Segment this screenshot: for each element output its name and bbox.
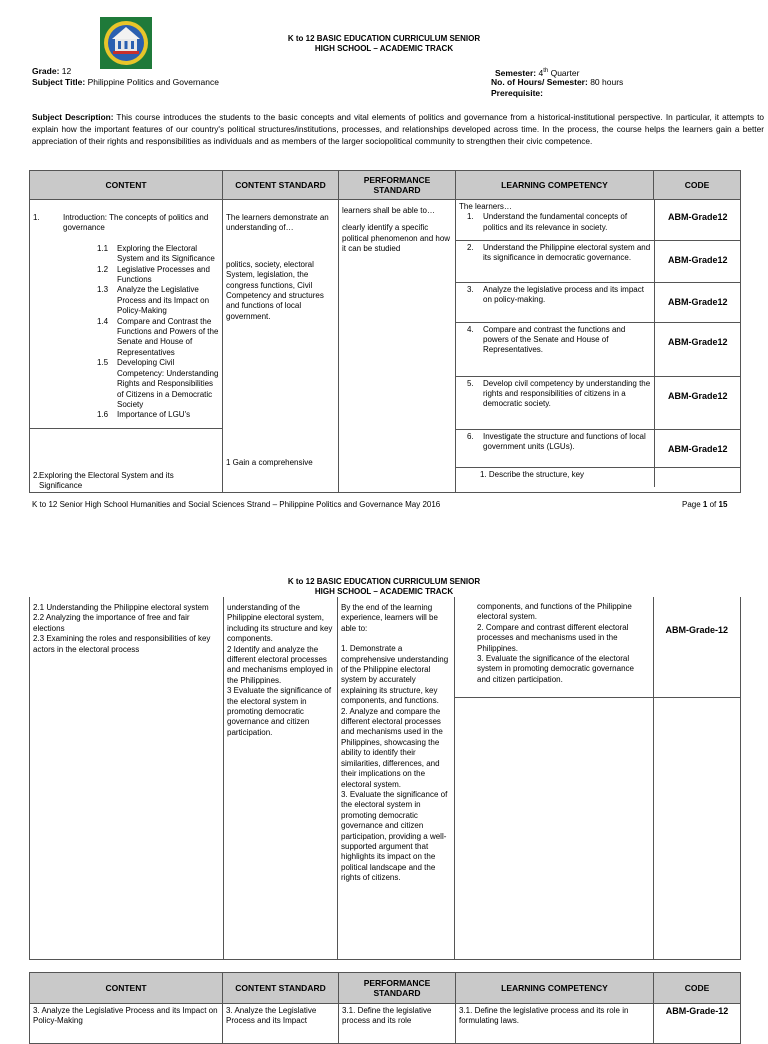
performance-intro: By the end of the learning experience, learners will be able to: [341, 603, 438, 633]
competency-code: ABM-Grade12 [654, 322, 741, 376]
competency-text: 3. Analyze the legislative process and its impact on policy-making. [456, 282, 654, 322]
semester-value: 4th Quarter [538, 67, 580, 78]
content-standard-gain: 1 Gain a comprehensive [226, 458, 313, 468]
competency-cell [456, 200, 741, 493]
header-title-line2: HIGH SCHOOL – ACADEMIC TRACK [314, 44, 454, 53]
row3-standard: 3. Analyze the Legislative Process and its Impact [223, 1004, 339, 1044]
competency-subtable [456, 200, 741, 487]
competency-text: The learners… 1. Understand the fundamental concepts of politics and its relevance in society. [456, 200, 654, 240]
performance-standard-text: clearly identify a specific political phenomenon and how it can be studied [342, 223, 451, 254]
row3-competency: 3.1. Define the legislative process and its role in formulating laws. [456, 1004, 654, 1044]
curriculum-table-page1 [29, 170, 741, 493]
prereq-line [491, 88, 543, 99]
competency-subtable [455, 597, 740, 959]
code-empty [653, 697, 740, 959]
col-header-content-standard: CONTENT STANDARD [223, 973, 339, 1004]
content-item-2: 2. Exploring the Electoral System and its Significance [33, 471, 174, 491]
content-subtopic: 1.4 Compare and Contrast the Functions and Powers of the Senate and House of Representatives [97, 316, 219, 357]
curriculum-table-page2 [29, 597, 741, 960]
competency-cell [455, 597, 741, 960]
competency-intro: The learners… [459, 202, 512, 211]
page2-header-title [0, 577, 768, 597]
competency-text: 4. Compare and contrast the functions and powers of the Senate and House of Representatives. [456, 322, 654, 376]
header-title-line1: K to 12 BASIC EDUCATION CURRICULUM SENIOR [287, 577, 481, 586]
competency-code: ABM-Grade-12 [653, 597, 740, 697]
subject-line [32, 77, 219, 88]
competency-code [654, 467, 741, 487]
competency-text: 5. Develop civil competency by understanding the rights and responsibilities of citizens in a democratic society. [456, 376, 654, 429]
header-title-line1: K to 12 BASIC EDUCATION CURRICULUM SENIOR [287, 34, 481, 43]
row3-content: 3. Analyze the Legislative Process and its Impact on Policy-Making [30, 1004, 223, 1044]
prereq-label: Prerequisite: [491, 88, 543, 98]
content-standard-cell: understanding of the Philippine electoral system, including its structure and key components. 2 Identify and analyze the different electoral processes and mechanisms employed in the Philippines. 3 Evaluate the significance of the electoral system in promoting democratic governance and citizen participation. [224, 597, 338, 960]
col-header-performance-standard: PERFORMANCE STANDARD [339, 171, 456, 200]
row3-code: ABM-Grade-12 [654, 1004, 741, 1044]
hours-value: 80 hours [590, 77, 624, 87]
description-label: Subject Description: [32, 112, 114, 122]
content-item: 2.3 Examining the roles and responsibilities of key actors in the electoral process [33, 634, 211, 654]
competency-text: components, and functions of the Philippine electoral system. 2. Compare and contrast different electoral processes and mechanisms used in the Philippines. 3. Evaluate the significance of the electoral system in promoting democratic governance and citizen participation. [455, 597, 653, 697]
curriculum-table-page2-section3 [29, 972, 741, 1044]
competency-row [456, 200, 741, 240]
table-row [30, 200, 741, 493]
content-subtopic: 1.2 Legislative Processes and Functions [97, 264, 210, 285]
content-items [33, 603, 220, 655]
col-header-content-standard: CONTENT STANDARD [223, 171, 339, 200]
col-header-code: CODE [654, 171, 741, 200]
grade-label: Grade: [32, 66, 60, 76]
col-header-code: CODE [654, 973, 741, 1004]
header-title-line2: HIGH SCHOOL – ACADEMIC TRACK [314, 587, 454, 596]
content-item: 2.2 Analyzing the importance of free and fair elections [33, 613, 190, 633]
page1-header-title [0, 34, 768, 54]
subject-value: Philippine Politics and Governance [87, 77, 219, 87]
performance-standard-cell [338, 597, 455, 960]
col-header-content: CONTENT [30, 171, 223, 200]
performance-standard-cell [339, 200, 456, 493]
performance-text: 1. Demonstrate a comprehensive understanding of the Philippine electoral system by accurately explaining its structure, key components, and functions. 2. Analyze and compare the different electoral processes and mechanisms used in the Philippines, showcasing the ability to identify their similarities, differences, and their implications on the electoral system. 3. Evaluate the significance of the electoral system in promoting democratic governance and citizen participation, providing a well-supported argument that highlights its impact on the political landscape and the rights of citizens. [341, 644, 449, 883]
competency-code: ABM-Grade12 [654, 200, 741, 240]
table-header-row [30, 973, 741, 1004]
competency-text: 1. Describe the structure, key [456, 467, 654, 487]
competency-row [456, 282, 741, 322]
competency-text: 2. Understand the Philippine electoral system and its significance in democratic governance. [456, 240, 654, 282]
table-header-row [30, 171, 741, 200]
grade-line [32, 66, 71, 77]
competency-row [456, 376, 741, 429]
table-row [30, 597, 741, 960]
col-header-performance-standard: PERFORMANCE STANDARD [339, 973, 456, 1004]
content-subtopic: 1.6 Importance of LGU's [97, 410, 191, 420]
competency-text: 6. Investigate the structure and functions of local government units (LGUs). [456, 429, 654, 467]
competency-row [456, 240, 741, 282]
content-subtopics [33, 244, 219, 421]
subject-description [32, 112, 764, 147]
competency-row [456, 429, 741, 467]
col-header-content: CONTENT [30, 973, 223, 1004]
competency-empty [455, 697, 653, 959]
competency-code: ABM-Grade12 [654, 376, 741, 429]
semester-label: Semester: [495, 67, 537, 78]
content-standard-cell [223, 200, 339, 493]
content-standard-intro: The learners demonstrate an understanding of… [226, 213, 329, 233]
competency-code: ABM-Grade12 [654, 429, 741, 467]
hours-line [491, 77, 623, 88]
grade-value: 12 [61, 66, 72, 76]
competency-row [456, 467, 741, 487]
row3-performance: 3.1. Define the legislative process and its role [339, 1004, 456, 1044]
competency-code: ABM-Grade12 [654, 282, 741, 322]
competency-row [456, 322, 741, 376]
hours-label: No. of Hours/ Semester: [491, 77, 588, 87]
content-cell [30, 200, 223, 493]
content-item: 2.1 Understanding the Philippine electoral system [33, 603, 209, 612]
subject-label: Subject Title: [32, 77, 86, 87]
content-cell [30, 597, 224, 960]
content-subtopic: 1.3 Analyze the Legislative Process and its Impact on Policy-Making [97, 285, 210, 316]
col-header-learning-competency: LEARNING COMPETENCY [456, 171, 654, 200]
content-standard-topics: politics, society, electoral System, legislation, the congress functions, Civil Competency and structures and functions of local government. [226, 259, 324, 321]
competency-rows [456, 200, 740, 487]
page1-footer: K to 12 Senior High School Humanities and Social Sciences Strand – Philippine Politics and Governance May 2016 [32, 500, 441, 509]
content-subtopic: 1.1 Exploring the Electoral System and its Significance [97, 243, 215, 264]
content-subtopic: 1.5 Developing Civil Competency: Understanding Rights and Responsibilities of Citizens in a Democratic Society [97, 358, 219, 409]
col-header-learning-competency: LEARNING COMPETENCY [456, 973, 654, 1004]
competency-code: ABM-Grade12 [654, 240, 741, 282]
description-text: This course introduces the students to the basic concepts and vital elements of politics and governance from a historical-institutional perspective. In particular, it attempts to explain how the important features of our country's political structures/institutions, processes, and relationships developed across time. In the process, the course helps the learners gain a better appreciation of their rights and responsibilities as individuals and as members of the larger sociopolitical community to strengthen their civic competence. [32, 112, 764, 146]
content-intro: 1. Introduction: The concepts of politics and governance [33, 213, 209, 233]
performance-standard-intro: learners shall be able to… [342, 206, 435, 215]
page-number: Page 1 of 15 [682, 500, 728, 509]
